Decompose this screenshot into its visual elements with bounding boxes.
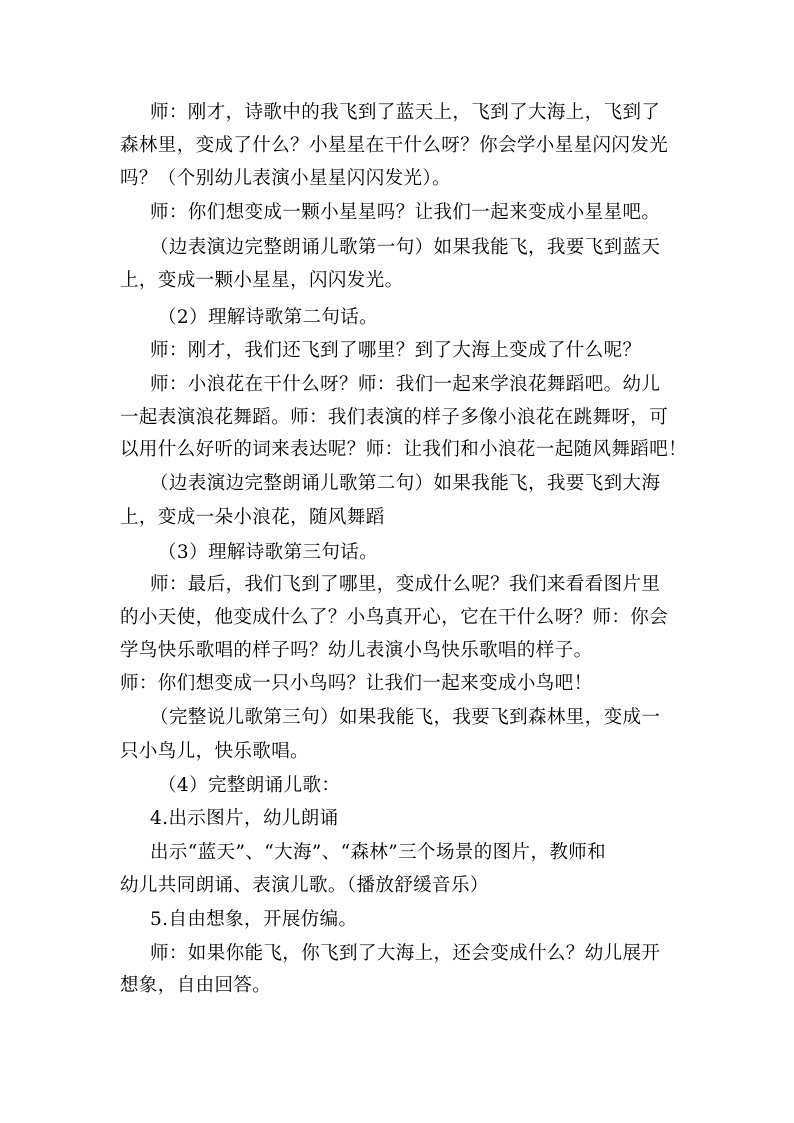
text-line: （完整说儿歌第三句）如果我能飞，我要飞到森林里，变成一 — [150, 707, 661, 728]
section-heading: （2）理解诗歌第二句话。 — [158, 307, 379, 328]
text-line: 师：小浪花在干什么呀？师：我们一起来学浪花舞蹈吧。幼儿 — [150, 374, 661, 395]
text-line: （边表演边完整朗诵儿歌第一句）如果我能飞，我要飞到蓝天 — [150, 237, 661, 258]
text-line: 想象，自由回答。 — [120, 975, 272, 996]
text-line: 学鸟快乐歌唱的样子吗？幼儿表演小鸟快乐歌唱的样子。 — [120, 640, 593, 661]
text-line: 的小天使，他变成什么了？小鸟真开心，它在干什么呀？师：你会 — [120, 607, 669, 628]
section-heading: （4）完整朗诵儿歌： — [158, 775, 341, 796]
text-line: 上，变成一颗小星星，闪闪发光。 — [120, 270, 404, 291]
text-line: 森林里，变成了什么？小星星在干什么呀？你会学小星星闪闪发光 — [120, 135, 669, 156]
text-line: 师：最后，我们飞到了哪里，变成什么呢？我们来看看图片里 — [150, 574, 661, 595]
text-line: 以用什么好听的词来表达呢？师：让我们和小浪花一起随风舞蹈吧！ — [120, 439, 688, 460]
section-heading: 5.自由想象，开展仿编。 — [150, 909, 358, 930]
section-heading: （3）理解诗歌第三句话。 — [158, 542, 379, 563]
text-line: 出示“蓝天”、“大海”、“森林”三个场景的图片，教师和 — [150, 842, 607, 863]
text-line: 幼儿共同朗诵、表演儿歌。（播放舒缓音乐） — [120, 875, 489, 896]
text-line: 师：如果你能飞，你飞到了大海上，还会变成什么？幼儿展开 — [150, 943, 661, 964]
text-line: 师：刚才，我们还飞到了哪里？到了大海上变成了什么呢？ — [150, 340, 642, 361]
text-line: 师：你们想变成一颗小星星吗？让我们一起来变成小星星吧。 — [150, 202, 661, 223]
text-line: （边表演边完整朗诵儿歌第二句）如果我能飞，我要飞到大海 — [150, 473, 661, 494]
text-line: 师：你们想变成一只小鸟吗？让我们一起来变成小鸟吧！ — [120, 673, 593, 694]
section-heading: 4.出示图片，幼儿朗诵 — [150, 808, 339, 829]
text-line: 上，变成一朵小浪花，随风舞蹈 — [120, 507, 385, 528]
text-line: 吗？（个别幼儿表演小星星闪闪发光）。 — [120, 168, 451, 189]
text-line: 一起表演浪花舞蹈。师：我们表演的样子多像小浪花在跳舞呀，可 — [120, 407, 669, 428]
text-line: 只小鸟儿，快乐歌唱。 — [120, 741, 310, 762]
text-line: 师：刚才，诗歌中的我飞到了蓝天上，飞到了大海上，飞到了 — [150, 102, 661, 123]
